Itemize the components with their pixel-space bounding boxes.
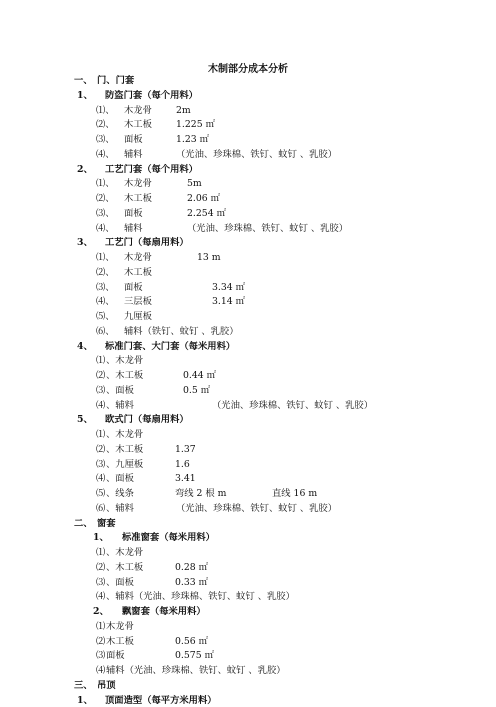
item-name: 、木龙骨: [106, 429, 144, 440]
item-value: （光油、珍珠棉、铁钉、蚊钉 、乳胶）: [212, 399, 374, 411]
item-number: ⑶、: [96, 207, 115, 219]
item-name: 、木工板: [106, 443, 144, 455]
item-name: 、面板: [106, 473, 134, 485]
item-value: 0.44 ㎡: [183, 370, 216, 381]
item-number: ⑷: [96, 399, 106, 411]
subsection-label: 顶面造型（每平方米用料）: [105, 694, 217, 706]
item-name: 、辅料: [106, 502, 134, 514]
item-value: 0.56 ㎡: [175, 635, 208, 647]
item-number: ⑷: [96, 591, 106, 603]
subsection-number: 4、: [77, 340, 93, 352]
item-number: ⑵、: [96, 266, 115, 278]
item-number: ⑵: [96, 370, 106, 381]
section-number: 二、: [74, 517, 93, 529]
section-label: 窗套: [97, 517, 116, 529]
item-number: ⑴: [96, 355, 106, 367]
item-name: 三层板: [124, 296, 152, 308]
page-title: 木制部分成本分析: [208, 64, 288, 75]
item-number: ⑵、: [96, 193, 115, 204]
item-number: ⑴、: [96, 178, 115, 190]
subsection-number: 5、: [77, 414, 93, 426]
item-number: ⑶: [96, 650, 106, 662]
item-name: 木龙骨: [106, 620, 134, 632]
item-value: 3.41: [175, 473, 196, 485]
section-number: 一、: [74, 75, 93, 86]
item-number: ⑴: [96, 620, 106, 632]
item-number: ⑸、: [96, 311, 115, 322]
item-number: ⑷: [96, 473, 106, 485]
subsection-number: 3、: [77, 237, 93, 249]
item-value: 2.06 ㎡: [187, 193, 220, 204]
item-value: 5m: [187, 178, 202, 190]
subsection-label: 标准门套、大门套（每米用料）: [105, 340, 236, 352]
item-number: ⑵、: [96, 119, 115, 131]
item-number: ⑷: [96, 665, 106, 676]
section-label: 吊顶: [97, 679, 116, 691]
item-name: 木龙骨: [124, 252, 152, 263]
item-number: ⑹、: [96, 325, 115, 337]
item-value: 3.14 ㎡: [212, 296, 245, 308]
subsection-number: 2、: [77, 163, 93, 175]
item-number: ⑴: [96, 547, 106, 558]
item-name: 、辅料（光油、珍珠棉、铁钉、蚊钉 、乳胶）: [106, 591, 295, 603]
item-extra: 直线 16 m: [272, 488, 318, 499]
item-value: 2.254 ㎡: [187, 207, 226, 219]
item-number: ⑵: [96, 635, 106, 647]
item-value: 3.34 ㎡: [212, 281, 245, 293]
subsection-label: 欧式门（每扇用料）: [105, 414, 189, 426]
subsection-label: 飘窗套（每米用料）: [122, 606, 206, 617]
item-value: 0.5 ㎡: [183, 384, 211, 396]
item-name: 木龙骨: [124, 104, 152, 116]
item-number: ⑵: [96, 561, 106, 573]
item-number: ⑴: [96, 429, 106, 440]
item-value: 0.33 ㎡: [175, 576, 208, 588]
subsection-number: 1、: [77, 694, 93, 706]
section-label: 门、门套: [97, 75, 135, 86]
item-name: 面板: [106, 650, 125, 662]
item-number: ⑶: [96, 384, 106, 396]
item-value: 0.28 ㎡: [175, 561, 208, 573]
item-value: 1.225 ㎡: [176, 119, 215, 131]
item-number: ⑶、: [96, 281, 115, 293]
item-number: ⑶: [96, 576, 106, 588]
item-name: 、木龙骨: [106, 355, 144, 367]
item-value: 1.6: [175, 458, 190, 470]
item-number: ⑷、: [96, 222, 115, 234]
item-name: 、木工板: [106, 370, 144, 381]
subsection-label: 工艺门套（每个用料）: [105, 163, 198, 175]
item-name: 面板: [124, 134, 143, 145]
subsection-label: 防盗门套（每个用料）: [105, 89, 198, 101]
item-name: 、木龙骨: [106, 547, 144, 558]
item-number: ⑹: [96, 502, 106, 514]
item-value: 2m: [176, 104, 191, 116]
item-name: 木工板: [124, 119, 152, 131]
item-number: ⑴、: [96, 104, 115, 116]
item-name: 九厘板: [124, 311, 152, 322]
item-name: 木工板: [124, 266, 152, 278]
item-name: 面板: [124, 207, 143, 219]
section-number: 三、: [74, 679, 93, 691]
item-name: 、面板: [106, 384, 134, 396]
subsection-label: 工艺门（每扇用料）: [105, 237, 189, 249]
item-value: 0.575 ㎡: [175, 650, 214, 662]
item-value: 13 m: [197, 252, 221, 263]
item-name: 、木工板: [106, 561, 144, 573]
item-value: （光油、珍珠棉、铁钉、蚊钉 、乳胶）: [187, 222, 349, 234]
item-number: ⑶: [96, 458, 106, 470]
subsection-label: 标准窗套（每米用料）: [122, 532, 215, 544]
item-number: ⑸: [96, 488, 106, 499]
item-name: 辅料: [124, 222, 143, 234]
item-number: ⑴、: [96, 252, 115, 263]
item-name: 面板: [124, 281, 143, 293]
item-number: ⑷、: [96, 296, 115, 308]
subsection-number: 1、: [77, 89, 93, 101]
item-name: 木工板: [124, 193, 152, 204]
subsection-number: 2、: [93, 606, 109, 617]
item-name: 辅料: [124, 148, 143, 160]
item-name: 、九厘板: [106, 458, 144, 470]
item-name: 辅料（铁钉、蚊钉 、乳胶）: [124, 325, 239, 337]
item-name: 辅料（光油、珍珠棉、铁钉、蚊钉 、乳胶）: [106, 665, 286, 676]
item-value: 1.23 ㎡: [176, 134, 209, 145]
item-number: ⑵: [96, 443, 106, 455]
item-value: 弯线 2 根 m: [175, 488, 227, 499]
item-value: 1.37: [175, 443, 196, 455]
subsection-number: 1、: [93, 532, 109, 544]
item-name: 、面板: [106, 576, 134, 588]
item-name: 木龙骨: [124, 178, 152, 190]
item-name: 木工板: [106, 635, 134, 647]
item-number: ⑶、: [96, 134, 115, 145]
item-value: （光油、珍珠棉、铁钉、蚊钉 、乳胶）: [176, 148, 338, 160]
item-value: （光油、珍珠棉、铁钉、蚊钉 、乳胶）: [176, 502, 338, 514]
item-number: ⑷、: [96, 148, 115, 160]
item-name: 、辅料: [106, 399, 134, 411]
item-name: 、线条: [106, 488, 134, 499]
